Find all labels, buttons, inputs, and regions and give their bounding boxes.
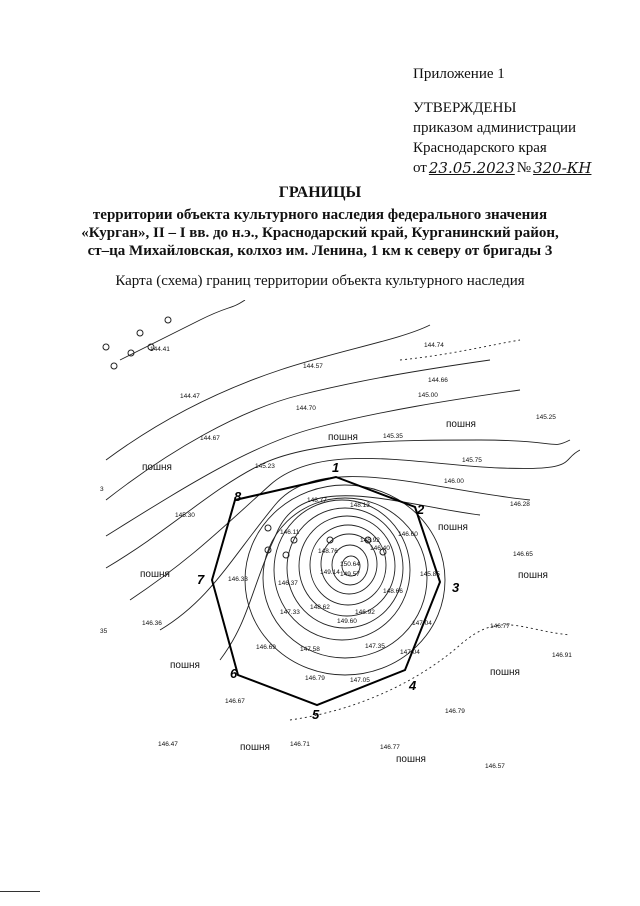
field-label: пошня <box>438 522 468 533</box>
contour-label: 145.00 <box>418 392 438 399</box>
elevation-label: 146.65 <box>513 551 533 558</box>
number-label: № <box>516 160 532 176</box>
elevation-label: 146.47 <box>158 741 178 748</box>
elevation-label: 149.14 <box>320 569 340 576</box>
title-line-3: ст–ца Михайловская, колхоз им. Ленина, 1 км к северу от бригады 3 <box>87 243 553 259</box>
elevation-label: 146.71 <box>290 741 310 748</box>
contour-line <box>160 477 530 630</box>
contour-line <box>400 340 520 360</box>
approval-block <box>413 64 591 178</box>
elevation-label: 145.23 <box>255 463 275 470</box>
survey-circle <box>137 330 143 336</box>
field-label: пошня <box>240 742 270 753</box>
document-title <box>0 184 640 260</box>
field-label: пошня <box>490 667 520 678</box>
elevation-label: 147.33 <box>280 609 300 616</box>
vertex-label: 1 <box>332 460 340 475</box>
elevation-label: 146.37 <box>278 580 298 587</box>
elevation-label: 147.05 <box>350 677 370 684</box>
vertex-label: 2 <box>417 502 425 517</box>
elevation-label: 148.92 <box>360 537 380 544</box>
elevation-label: 144.67 <box>200 435 220 442</box>
elevation-label: 147.58 <box>300 646 320 653</box>
approval-heading: УТВЕРЖДЕНЫ <box>413 100 517 116</box>
elevation-label: 145.35 <box>383 433 403 440</box>
field-label: пошня <box>518 570 548 581</box>
elevation-label: 146.33 <box>228 576 248 583</box>
elevation-label: 146.77 <box>490 623 510 630</box>
elevation-label: 147.04 <box>400 649 420 656</box>
field-label: пошня <box>170 660 200 671</box>
elevation-label: 146.28 <box>510 501 530 508</box>
vertex-label: 6 <box>230 666 238 681</box>
elevation-label: 145.30 <box>175 512 195 519</box>
appendix-label: Приложение 1 <box>413 66 505 82</box>
map-caption: Карта (схема) границ территории объекта культурного наследия <box>115 273 525 289</box>
elevation-label: 148.13 <box>350 502 370 509</box>
map-edge-label: 35 <box>100 628 108 635</box>
survey-circle <box>265 525 271 531</box>
title-line-2: «Курган», II – I вв. до н.э., Краснодарский край, Курганинский район, <box>81 225 559 241</box>
elevation-label: 144.70 <box>296 405 316 412</box>
vertex-label: 4 <box>409 678 417 693</box>
field-label: пошня <box>446 419 476 430</box>
elevation-label: 146.79 <box>445 708 465 715</box>
elevation-label: 146.77 <box>380 744 400 751</box>
from-label: от <box>413 160 427 176</box>
elevation-label: 147.35 <box>365 643 385 650</box>
elevation-label: 144.66 <box>428 377 448 384</box>
elevation-label: 144.47 <box>180 393 200 400</box>
elevation-label: 149.60 <box>337 618 357 625</box>
elevation-label: 147.04 <box>412 620 432 627</box>
elevation-label: 144.57 <box>303 363 323 370</box>
vertex-label: 8 <box>234 489 242 504</box>
elevation-label: 146.11 <box>280 529 300 536</box>
order-date: 23.05.2023 <box>428 159 515 177</box>
footer-rule <box>0 891 40 892</box>
order-number: 320-КН <box>533 159 592 177</box>
elevation-label: 148.77 <box>307 497 327 504</box>
title-line-1: территории объекта культурного наследия федерального значения <box>92 207 548 223</box>
survey-circle <box>103 344 109 350</box>
boundary-map <box>100 300 580 780</box>
approval-line-2: Краснодарского края <box>413 140 547 156</box>
vertex-label: 3 <box>452 580 460 595</box>
elevation-label: 146.57 <box>485 763 505 770</box>
elevation-label: 150.64 <box>340 561 360 568</box>
elevation-label: 146.60 <box>398 531 418 538</box>
field-label: пошня <box>328 432 358 443</box>
elevation-label: 145.85 <box>420 571 440 578</box>
elevation-label: 148.62 <box>310 604 330 611</box>
title-main: ГРАНИЦЫ <box>278 184 362 201</box>
vertex-label: 5 <box>312 707 320 722</box>
survey-circle <box>165 317 171 323</box>
elevation-label: 146.40 <box>370 545 390 552</box>
elevation-label: 145.25 <box>536 414 556 421</box>
elevation-label: 144.41 <box>150 346 170 353</box>
contour-label: 146.00 <box>444 478 464 485</box>
elevation-label: 149.57 <box>340 571 360 578</box>
map-edge-label: 3 <box>100 486 104 493</box>
survey-circle <box>111 363 117 369</box>
elevation-label: 148.76 <box>318 548 338 555</box>
field-label: пошня <box>140 569 170 580</box>
elevation-label: 145.75 <box>462 457 482 464</box>
elevation-label: 146.92 <box>355 609 375 616</box>
elevation-label: 148.66 <box>383 588 403 595</box>
approval-line-1: приказом администрации <box>413 120 577 136</box>
vertex-label: 7 <box>197 572 205 587</box>
order-line <box>413 158 591 178</box>
field-label: пошня <box>396 754 426 765</box>
elevation-label: 146.91 <box>552 652 572 659</box>
elevation-label: 144.74 <box>424 342 444 349</box>
elevation-label: 146.67 <box>225 698 245 705</box>
field-label: пошня <box>142 462 172 473</box>
elevation-label: 146.36 <box>142 620 162 627</box>
elevation-label: 146.69 <box>256 644 276 651</box>
elevation-label: 146.79 <box>305 675 325 682</box>
